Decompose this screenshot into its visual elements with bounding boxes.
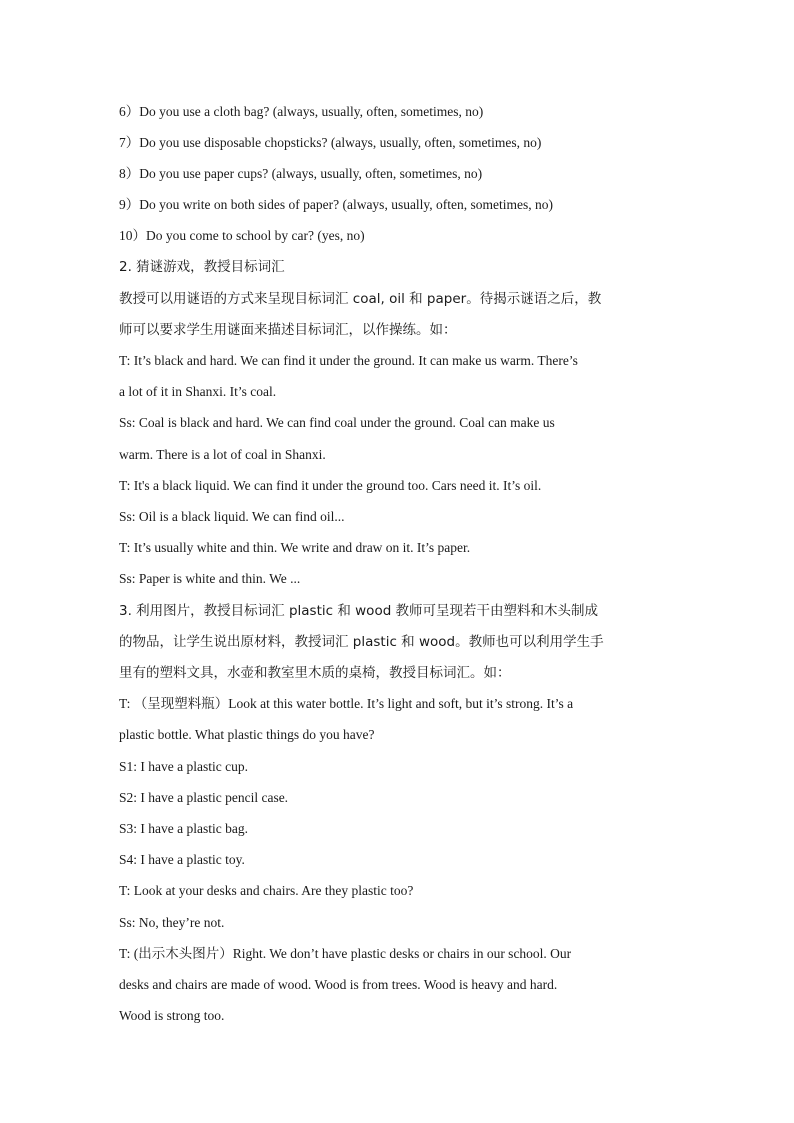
- paragraph-line: 里有的塑料文具，水壶和教室里木质的桌椅，教授目标词汇。如：: [119, 665, 511, 681]
- section-heading-3: 3. 利用图片，教授目标词汇 plastic 和 wood 教师可呈现若干由塑料和木头制成: [119, 603, 599, 619]
- dialogue-line: S1: I have a plastic cup.: [119, 759, 248, 774]
- dialogue-line: a lot of it in Shanxi. It’s coal.: [119, 384, 277, 399]
- question-8: 8）Do you use paper cups? (always, usually, often, sometimes, no): [119, 166, 483, 181]
- dialogue-line: Ss: Coal is black and hard. We can find coal under the ground. Coal can make us: [119, 415, 555, 430]
- dialogue-line: T: （呈现塑料瓶）Look at this water bottle. It’s light and soft, but it’s strong. It’s a: [119, 696, 574, 711]
- dialogue-line: T: It’s black and hard. We can find it under the ground. It can make us warm. There’s: [119, 353, 578, 368]
- dialogue-line: plastic bottle. What plastic things do you have?: [119, 727, 375, 742]
- dialogue-line: T: Look at your desks and chairs. Are they plastic too?: [119, 883, 414, 898]
- dialogue-line: T: It’s usually white and thin. We write and draw on it. It’s paper.: [119, 540, 471, 555]
- question-6: 6）Do you use a cloth bag? (always, usually, often, sometimes, no): [119, 104, 484, 119]
- dialogue-line: Ss: Oil is a black liquid. We can find oil...: [119, 509, 345, 524]
- dialogue-line: Ss: Paper is white and thin. We ...: [119, 571, 301, 586]
- dialogue-line: S2: I have a plastic pencil case.: [119, 790, 289, 805]
- paragraph-line: 师可以要求学生用谜面来描述目标词汇，以作操练。如：: [119, 322, 457, 338]
- section-heading-2: 2. 猜谜游戏，教授目标词汇: [119, 259, 285, 275]
- dialogue-line: S3: I have a plastic bag.: [119, 821, 248, 836]
- question-7: 7）Do you use disposable chopsticks? (always, usually, often, sometimes, no): [119, 135, 542, 150]
- dialogue-line: S4: I have a plastic toy.: [119, 852, 245, 867]
- question-9: 9）Do you write on both sides of paper? (always, usually, often, sometimes, no): [119, 197, 554, 212]
- dialogue-line: warm. There is a lot of coal in Shanxi.: [119, 447, 326, 462]
- dialogue-line: desks and chairs are made of wood. Wood is from trees. Wood is heavy and hard.: [119, 977, 558, 992]
- dialogue-line: T: (出示木头图片）Right. We don’t have plastic desks or chairs in our school. Our: [119, 946, 572, 961]
- dialogue-line: T: It's a black liquid. We can find it under the ground too. Cars need it. It’s oil.: [119, 478, 542, 493]
- paragraph-line: 教授可以用谜语的方式来呈现目标词汇 coal, oil 和 paper。待揭示谜语之后，教: [119, 291, 602, 307]
- paragraph-line: 的物品，让学生说出原材料，教授词汇 plastic 和 wood。教师也可以利用学生手: [119, 634, 604, 650]
- dialogue-line: Wood is strong too.: [119, 1008, 225, 1023]
- dialogue-line: Ss: No, they’re not.: [119, 915, 225, 930]
- question-10: 10）Do you come to school by car? (yes, no): [119, 228, 365, 243]
